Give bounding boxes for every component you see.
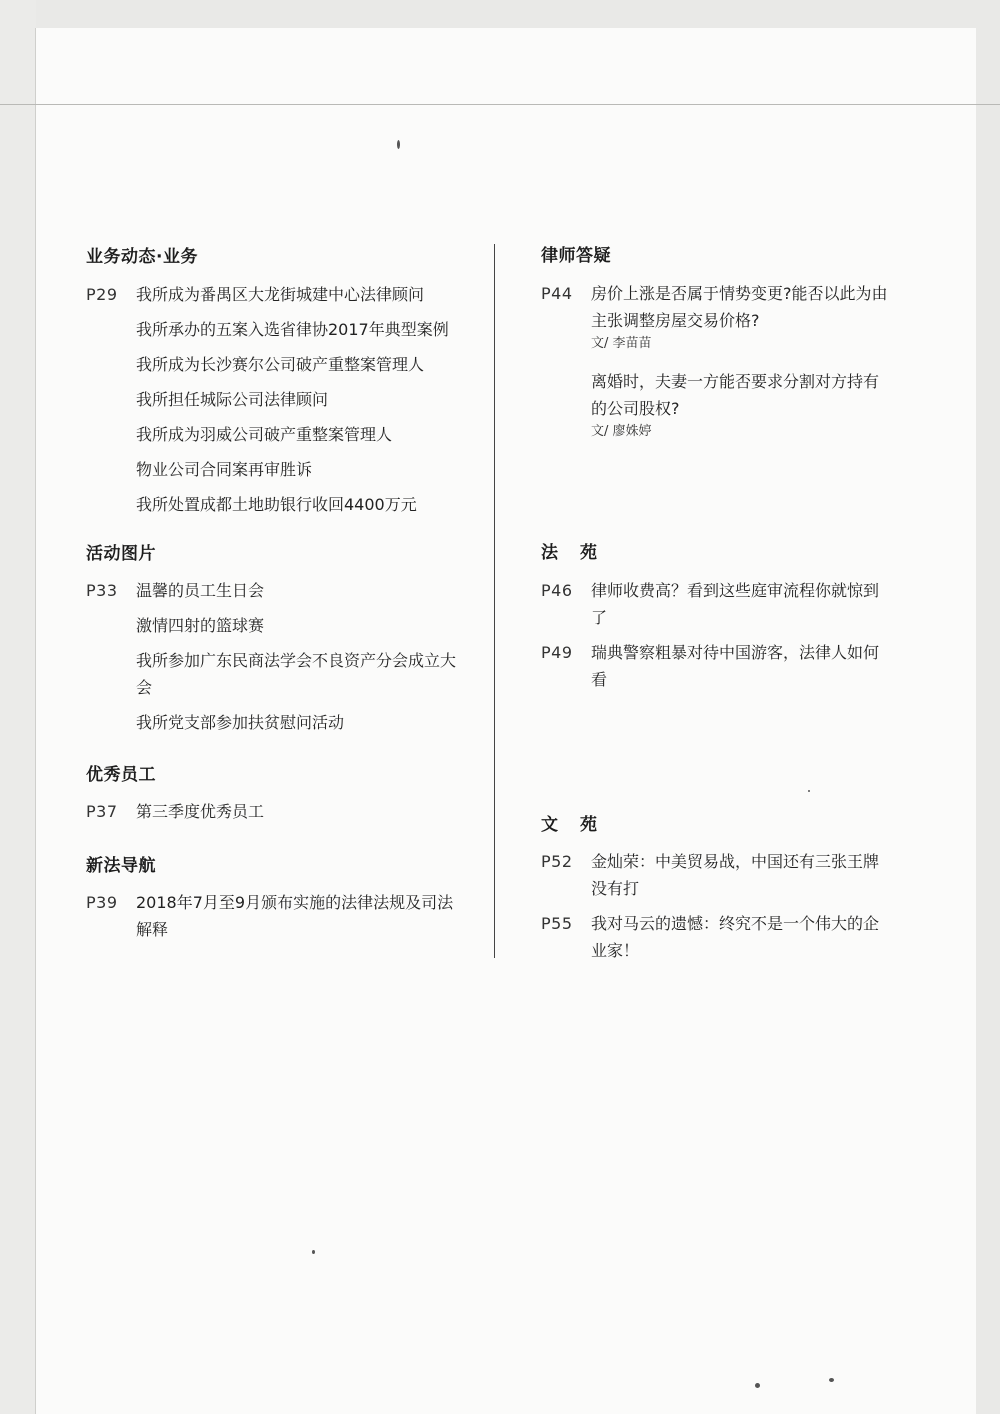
scan-speck [755, 1383, 760, 1388]
toc-item: 温馨的员工生日会 [136, 581, 265, 600]
author-credit: 文/ 廖姝婷 [591, 424, 652, 439]
toc-section-photos [86, 543, 466, 736]
toc-item: 第三季度优秀员工 [136, 802, 265, 821]
section-title: 新法导航 [86, 856, 156, 876]
page-number: P52 [541, 852, 573, 871]
toc-item: 离婚时，夫妻一方能否要求分割对方持有的公司股权? [591, 372, 880, 418]
toc-item: 我所承办的五案入选省律协2017年典型案例 [136, 320, 449, 339]
section-title: 活动图片 [86, 544, 156, 564]
scan-speck [808, 790, 810, 792]
toc-item: 瑞典警察粗暴对待中国游客，法律人如何看 [591, 643, 880, 689]
column-divider [494, 244, 495, 958]
section-title: 业务动态·业务 [86, 247, 198, 267]
toc-entry [541, 280, 891, 442]
page-number: P55 [541, 914, 573, 933]
toc-item: 我所党支部参加扶贫慰问活动 [136, 713, 345, 732]
toc-item: 金灿荣：中美贸易战，中国还有三张王牌没有打 [591, 852, 880, 898]
toc-entry [541, 910, 891, 964]
toc-entry [86, 798, 264, 825]
scan-edge-line [0, 104, 1000, 105]
toc-entry [86, 577, 466, 736]
toc-section-qa [541, 245, 891, 456]
page-number: P33 [86, 581, 118, 600]
toc-item: 房价上涨是否属于情势变更?能否以此为由主张调整房屋交易价格? [591, 284, 888, 330]
toc-entry [86, 889, 466, 943]
section-title: 文苑 [541, 815, 619, 835]
page-number: P29 [86, 285, 118, 304]
toc-entry [86, 281, 449, 518]
toc-section-business [86, 246, 449, 518]
toc-item: 我对马云的遗憾：终究不是一个伟大的企业家！ [591, 914, 880, 960]
page-number: P46 [541, 581, 573, 600]
scan-speck [397, 140, 400, 149]
section-title: 优秀员工 [86, 765, 156, 785]
page-number: P44 [541, 284, 573, 303]
toc-section-fayuan [541, 542, 891, 693]
scan-left-margin [0, 0, 36, 1414]
toc-section-new-law [86, 855, 466, 943]
toc-item: 我所成为长沙赛尔公司破产重整案管理人 [136, 355, 425, 374]
toc-item: 我所成为番禺区大龙街城建中心法律顾问 [136, 285, 425, 304]
scan-speck [829, 1378, 834, 1382]
toc-entry [541, 577, 891, 631]
toc-item: 激情四射的篮球赛 [136, 616, 265, 635]
page-number: P37 [86, 802, 118, 821]
page-number: P49 [541, 643, 573, 662]
author-credit: 文/ 李苗苗 [591, 336, 652, 351]
toc-item: 律师收费高？看到这些庭审流程你就惊到了 [591, 581, 880, 627]
toc-entry [541, 848, 891, 902]
toc-item: 我所成为羽威公司破产重整案管理人 [136, 425, 393, 444]
toc-section-staff [86, 764, 264, 825]
toc-section-wenyuan [541, 814, 891, 964]
scan-speck [312, 1250, 315, 1254]
toc-entry [541, 639, 891, 693]
section-title: 律师答疑 [541, 246, 611, 266]
toc-item: 2018年7月至9月颁布实施的法律法规及司法解释 [136, 893, 454, 939]
section-title: 法苑 [541, 543, 619, 563]
toc-item: 我所处置成都土地助银行收回4400万元 [136, 495, 417, 514]
toc-item: 我所参加广东民商法学会不良资产分会成立大会 [136, 651, 457, 697]
page-number: P39 [86, 893, 118, 912]
toc-item: 物业公司合同案再审胜诉 [136, 460, 313, 479]
toc-item: 我所担任城际公司法律顾问 [136, 390, 329, 409]
